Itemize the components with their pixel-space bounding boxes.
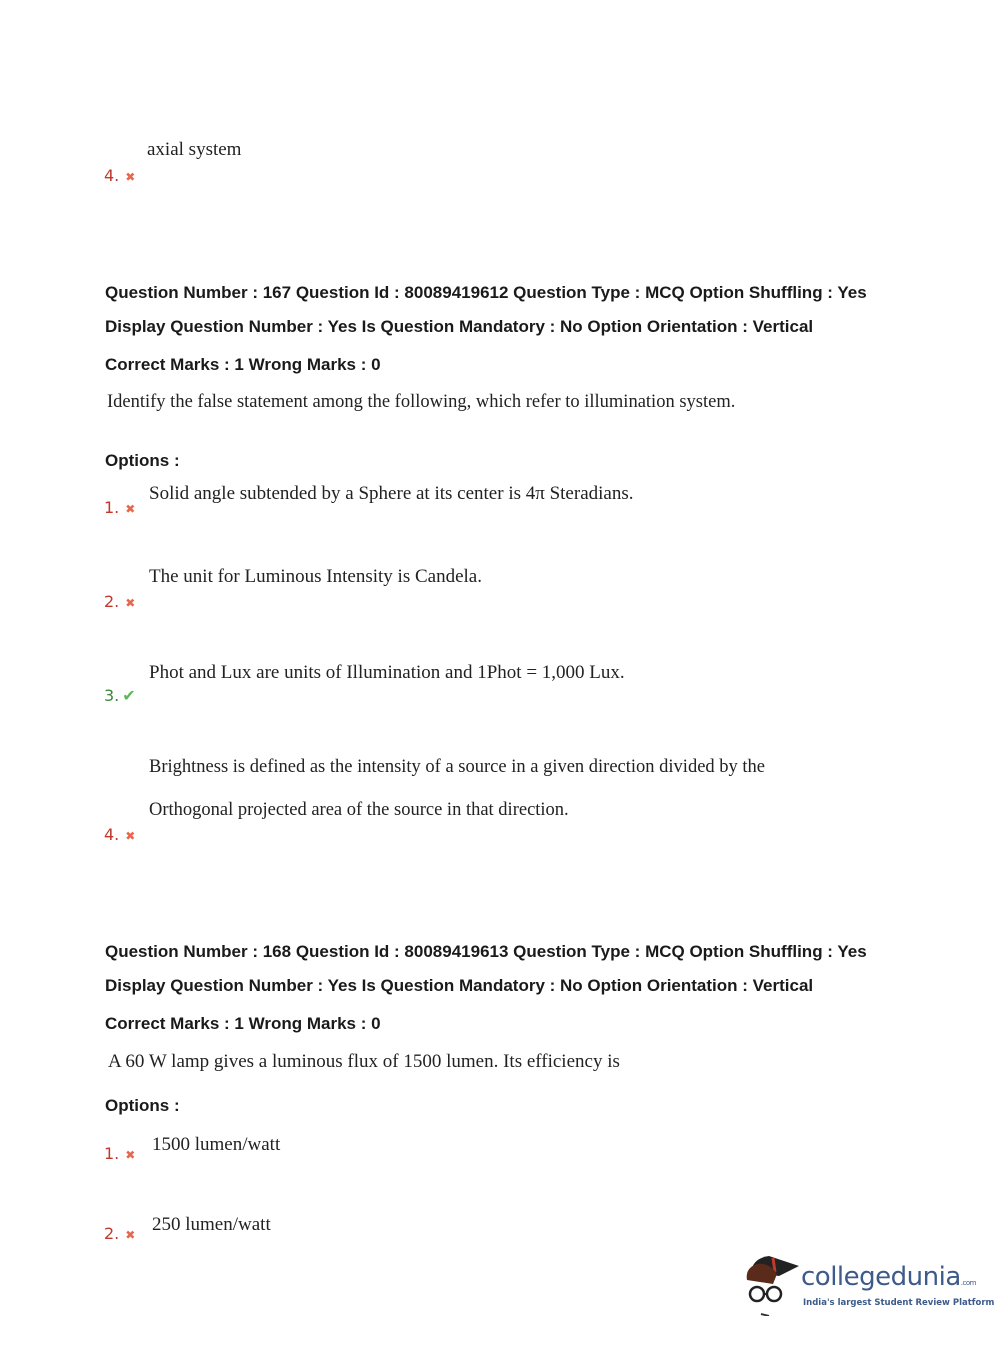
logo-name: collegedunia	[801, 1262, 961, 1292]
option-text: Phot and Lux are units of Illumination and 1Phot = 1,000 Lux.	[149, 662, 625, 683]
question-marks: Correct Marks : 1 Wrong Marks : 0	[105, 1014, 381, 1033]
option-marker	[104, 592, 135, 611]
option-number: 2.	[104, 592, 120, 611]
cross-icon: ✖	[125, 1148, 136, 1162]
options-label: Options :	[105, 1096, 180, 1115]
option-text: 250 lumen/watt	[152, 1214, 271, 1235]
mascot-icon	[743, 1250, 803, 1316]
option-text: Brightness is defined as the intensity of a source in a given direction divided by the	[149, 757, 766, 777]
question-marks: Correct Marks : 1 Wrong Marks : 0	[105, 355, 381, 374]
logo-tagline: India's largest Student Review Platform	[803, 1298, 995, 1308]
question-meta: Display Question Number : Yes Is Question Mandatory : No Option Orientation : Vertical	[105, 317, 814, 336]
collegedunia-logo	[743, 1250, 995, 1320]
cross-icon: ✖	[125, 596, 136, 610]
option-text-line2: Orthogonal projected area of the source in that direction.	[149, 800, 569, 820]
logo-suffix: .com	[960, 1279, 976, 1287]
question-meta: Question Number : 168 Question Id : 80089419613 Question Type : MCQ Option Shuffling : Yes	[105, 942, 867, 961]
prev-option-number	[104, 166, 135, 185]
option-marker	[104, 686, 136, 705]
option-text: The unit for Luminous Intensity is Candela.	[149, 566, 482, 587]
option-marker	[104, 825, 135, 844]
cross-icon: ✖	[125, 1228, 136, 1242]
question-text: Identify the false statement among the following, which refer to illumination system.	[107, 392, 736, 412]
question-text: A 60 W lamp gives a luminous flux of 1500 lumen. Its efficiency is	[108, 1051, 620, 1072]
option-number: 1.	[104, 498, 120, 517]
option-number: 4.	[104, 166, 120, 185]
option-number: 2.	[104, 1224, 120, 1243]
cross-icon: ✖	[125, 829, 136, 843]
option-text: 1500 lumen/watt	[152, 1134, 281, 1155]
option-marker	[104, 1144, 135, 1163]
option-number: 3.	[104, 686, 120, 705]
prev-option-text: axial system	[147, 139, 242, 160]
cross-icon: ✖	[125, 502, 136, 516]
check-icon: ✔	[122, 686, 136, 705]
options-label: Options :	[105, 451, 180, 470]
option-number: 4.	[104, 825, 120, 844]
option-marker	[104, 498, 135, 517]
question-meta: Display Question Number : Yes Is Question Mandatory : No Option Orientation : Vertical	[105, 976, 814, 995]
cross-icon: ✖	[125, 170, 136, 184]
option-text: Solid angle subtended by a Sphere at its center is 4π Steradians.	[149, 483, 634, 504]
question-meta: Question Number : 167 Question Id : 80089419612 Question Type : MCQ Option Shuffling : Yes	[105, 283, 867, 302]
option-marker	[104, 1224, 135, 1243]
option-number: 1.	[104, 1144, 120, 1163]
